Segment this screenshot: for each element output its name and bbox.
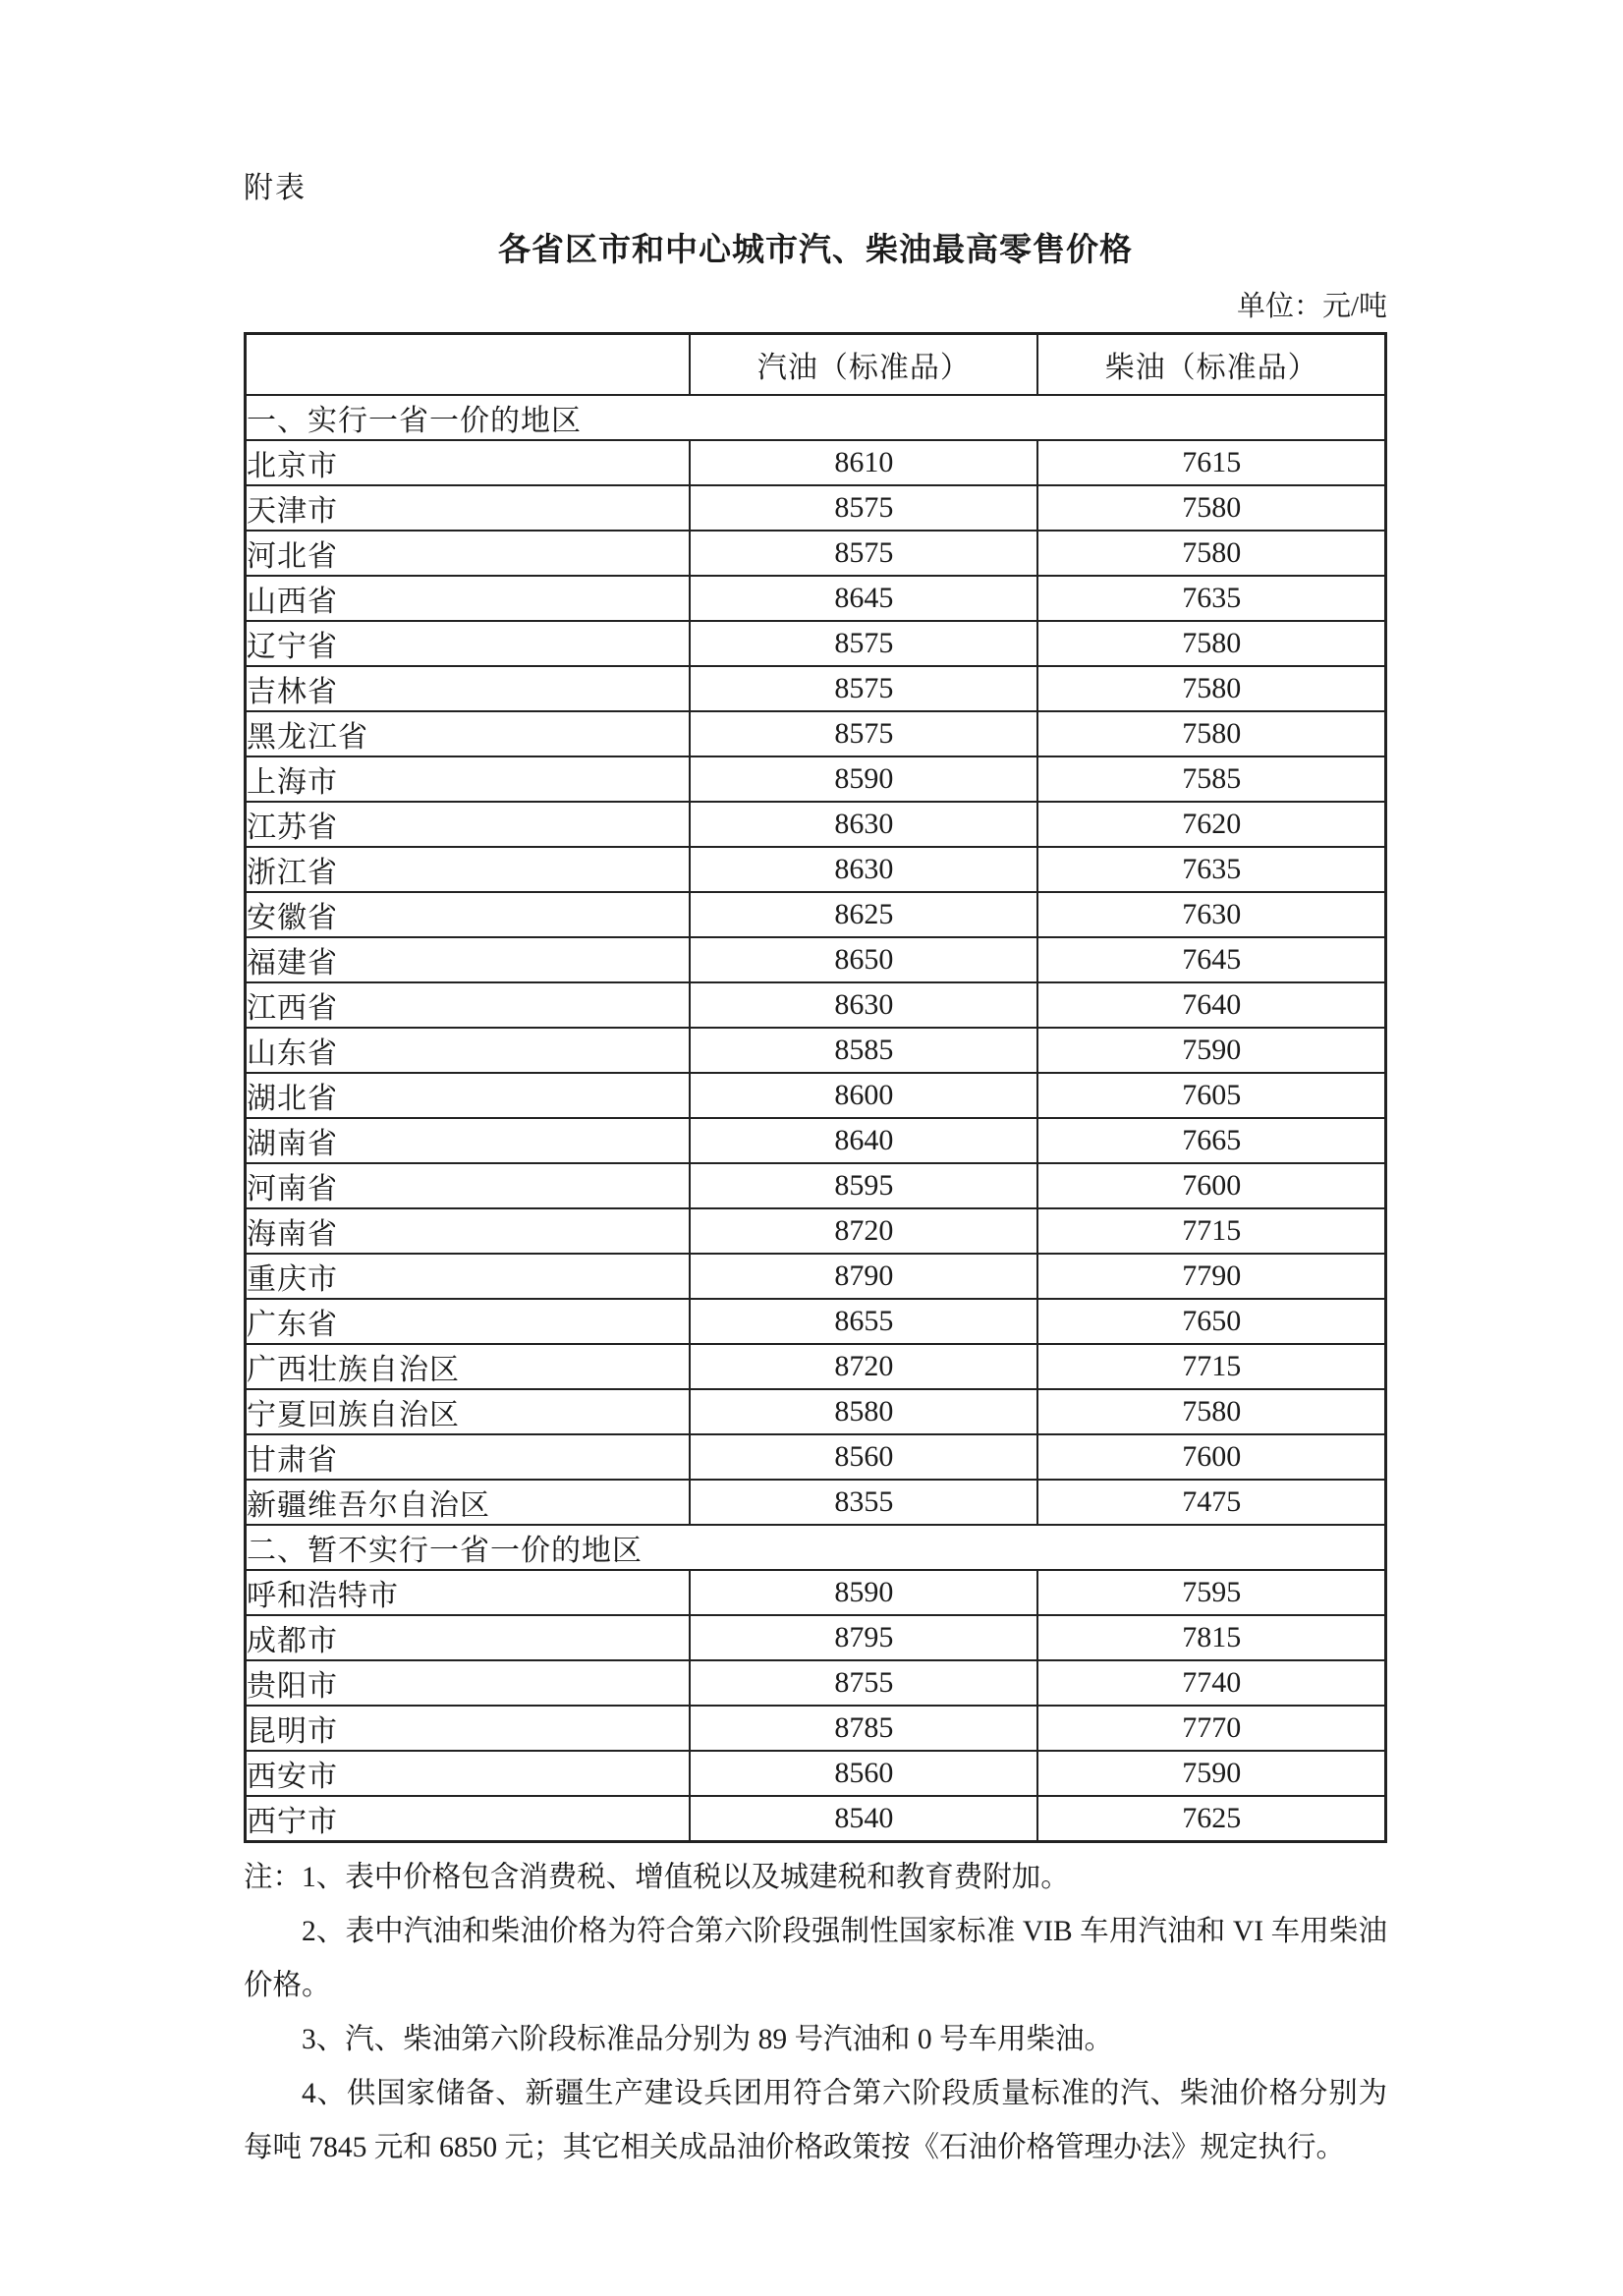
price-row (246, 1796, 1386, 1842)
gasoline-price-cell: 8575 (690, 711, 1037, 756)
diesel-price-cell: 7580 (1037, 711, 1385, 756)
price-row (246, 1163, 1386, 1208)
price-table-body (246, 395, 1386, 1842)
gasoline-price-cell: 8785 (690, 1706, 1037, 1751)
region-cell: 湖北省 (246, 1073, 691, 1118)
section-heading: 二、暂不实行一省一价的地区 (246, 1525, 1386, 1570)
gasoline-price-cell: 8560 (690, 1434, 1037, 1480)
diesel-price-cell: 7645 (1037, 937, 1385, 982)
gasoline-price-cell: 8795 (690, 1615, 1037, 1660)
region-cell: 昆明市 (246, 1706, 691, 1751)
diesel-price-cell: 7625 (1037, 1796, 1385, 1842)
region-cell: 浙江省 (246, 847, 691, 892)
price-row (246, 937, 1386, 982)
appendix-label: 附表 (244, 172, 307, 204)
gasoline-price-cell: 8575 (690, 531, 1037, 576)
region-cell: 河南省 (246, 1163, 691, 1208)
section-row (246, 395, 1386, 440)
gasoline-price-cell: 8590 (690, 1570, 1037, 1615)
region-cell: 呼和浩特市 (246, 1570, 691, 1615)
price-row (246, 1434, 1386, 1480)
gasoline-price-cell: 8790 (690, 1254, 1037, 1299)
diesel-price-cell: 7815 (1037, 1615, 1385, 1660)
gasoline-price-cell: 8630 (690, 982, 1037, 1028)
gasoline-price-cell: 8645 (690, 576, 1037, 621)
region-cell: 新疆维吾尔自治区 (246, 1480, 691, 1525)
diesel-price-cell: 7665 (1037, 1118, 1385, 1163)
diesel-price-cell: 7715 (1037, 1344, 1385, 1389)
region-cell: 山东省 (246, 1028, 691, 1073)
gasoline-price-cell: 8590 (690, 756, 1037, 802)
price-row (246, 892, 1386, 937)
region-cell: 甘肃省 (246, 1434, 691, 1480)
diesel-price-cell: 7635 (1037, 576, 1385, 621)
price-row (246, 1570, 1386, 1615)
region-cell: 安徽省 (246, 892, 691, 937)
diesel-price-cell: 7620 (1037, 802, 1385, 847)
region-cell: 河北省 (246, 531, 691, 576)
note-paragraph: 4、供国家储备、新疆生产建设兵团用符合第六阶段质量标准的汽、柴油价格分别为每吨 7845 元和 6850 元；其它相关成品油价格政策按《石油价格管理办法》规定执行。 (244, 2078, 1387, 2163)
region-cell: 成都市 (246, 1615, 691, 1660)
diesel-price-cell: 7615 (1037, 440, 1385, 485)
region-cell: 湖南省 (246, 1118, 691, 1163)
diesel-price-cell: 7740 (1037, 1660, 1385, 1706)
price-row (246, 1660, 1386, 1706)
price-row (246, 1615, 1386, 1660)
price-row (246, 711, 1386, 756)
region-cell: 海南省 (246, 1208, 691, 1254)
document-title: 各省区市和中心城市汽、柴油最高零售价格 (498, 231, 1133, 267)
note-paragraph: 2、表中汽油和柴油价格为符合第六阶段强制性国家标准 VIB 车用汽油和 VI 车用柴油价格。 (244, 1916, 1387, 2001)
gasoline-price-cell: 8575 (690, 485, 1037, 531)
diesel-price-cell: 7640 (1037, 982, 1385, 1028)
diesel-price-cell: 7580 (1037, 621, 1385, 666)
price-row (246, 485, 1386, 531)
diesel-price-cell: 7580 (1037, 1389, 1385, 1434)
gasoline-price-cell: 8755 (690, 1660, 1037, 1706)
note-paragraph: 注：1、表中价格包含消费税、增值税以及城建税和教育费附加。 (244, 1862, 1070, 1893)
price-row (246, 531, 1386, 576)
diesel-price-cell: 7715 (1037, 1208, 1385, 1254)
diesel-price-cell: 7595 (1037, 1570, 1385, 1615)
price-row (246, 1073, 1386, 1118)
price-row (246, 1299, 1386, 1344)
gasoline-price-cell: 8640 (690, 1118, 1037, 1163)
price-row (246, 982, 1386, 1028)
diesel-price-cell: 7600 (1037, 1434, 1385, 1480)
col-header-gasoline: 汽油（标准品） (690, 334, 1037, 396)
col-header-region (246, 334, 691, 396)
diesel-price-cell: 7605 (1037, 1073, 1385, 1118)
region-cell: 西安市 (246, 1751, 691, 1796)
diesel-price-cell: 7585 (1037, 756, 1385, 802)
section-row (246, 1525, 1386, 1570)
region-cell: 辽宁省 (246, 621, 691, 666)
diesel-price-cell: 7600 (1037, 1163, 1385, 1208)
gasoline-price-cell: 8580 (690, 1389, 1037, 1434)
footnotes (244, 1851, 1387, 2175)
col-header-diesel: 柴油（标准品） (1037, 334, 1385, 396)
diesel-price-cell: 7475 (1037, 1480, 1385, 1525)
diesel-price-cell: 7635 (1037, 847, 1385, 892)
price-row (246, 1208, 1386, 1254)
price-row (246, 621, 1386, 666)
price-row (246, 1389, 1386, 1434)
price-row (246, 1751, 1386, 1796)
region-cell: 宁夏回族自治区 (246, 1389, 691, 1434)
gasoline-price-cell: 8585 (690, 1028, 1037, 1073)
gasoline-price-cell: 8630 (690, 802, 1037, 847)
gasoline-price-cell: 8575 (690, 621, 1037, 666)
region-cell: 山西省 (246, 576, 691, 621)
region-cell: 上海市 (246, 756, 691, 802)
diesel-price-cell: 7590 (1037, 1751, 1385, 1796)
price-row (246, 666, 1386, 711)
price-row (246, 440, 1386, 485)
price-table (244, 332, 1387, 1843)
region-cell: 江西省 (246, 982, 691, 1028)
gasoline-price-cell: 8540 (690, 1796, 1037, 1842)
diesel-price-cell: 7650 (1037, 1299, 1385, 1344)
region-cell: 广东省 (246, 1299, 691, 1344)
diesel-price-cell: 7580 (1037, 485, 1385, 531)
gasoline-price-cell: 8720 (690, 1208, 1037, 1254)
price-row (246, 1254, 1386, 1299)
gasoline-price-cell: 8610 (690, 440, 1037, 485)
region-cell: 吉林省 (246, 666, 691, 711)
price-row (246, 576, 1386, 621)
diesel-price-cell: 7580 (1037, 531, 1385, 576)
gasoline-price-cell: 8600 (690, 1073, 1037, 1118)
note-paragraph: 3、汽、柴油第六阶段标准品分别为 89 号汽油和 0 号车用柴油。 (302, 2024, 1114, 2055)
diesel-price-cell: 7630 (1037, 892, 1385, 937)
price-row (246, 1480, 1386, 1525)
gasoline-price-cell: 8630 (690, 847, 1037, 892)
diesel-price-cell: 7580 (1037, 666, 1385, 711)
price-row (246, 1344, 1386, 1389)
price-row (246, 1118, 1386, 1163)
section-heading: 一、实行一省一价的地区 (246, 395, 1386, 440)
gasoline-price-cell: 8355 (690, 1480, 1037, 1525)
gasoline-price-cell: 8575 (690, 666, 1037, 711)
gasoline-price-cell: 8595 (690, 1163, 1037, 1208)
unit-label: 单位：元/吨 (1236, 291, 1387, 322)
price-row (246, 1028, 1386, 1073)
region-cell: 福建省 (246, 937, 691, 982)
price-row (246, 802, 1386, 847)
region-cell: 重庆市 (246, 1254, 691, 1299)
price-row (246, 756, 1386, 802)
table-header-row (246, 334, 1386, 396)
price-row (246, 1706, 1386, 1751)
gasoline-price-cell: 8625 (690, 892, 1037, 937)
region-cell: 江苏省 (246, 802, 691, 847)
region-cell: 西宁市 (246, 1796, 691, 1842)
gasoline-price-cell: 8650 (690, 937, 1037, 982)
region-cell: 贵阳市 (246, 1660, 691, 1706)
gasoline-price-cell: 8560 (690, 1751, 1037, 1796)
gasoline-price-cell: 8720 (690, 1344, 1037, 1389)
region-cell: 天津市 (246, 485, 691, 531)
price-row (246, 847, 1386, 892)
gasoline-price-cell: 8655 (690, 1299, 1037, 1344)
diesel-price-cell: 7590 (1037, 1028, 1385, 1073)
region-cell: 广西壮族自治区 (246, 1344, 691, 1389)
diesel-price-cell: 7770 (1037, 1706, 1385, 1751)
region-cell: 黑龙江省 (246, 711, 691, 756)
diesel-price-cell: 7790 (1037, 1254, 1385, 1299)
region-cell: 北京市 (246, 440, 691, 485)
